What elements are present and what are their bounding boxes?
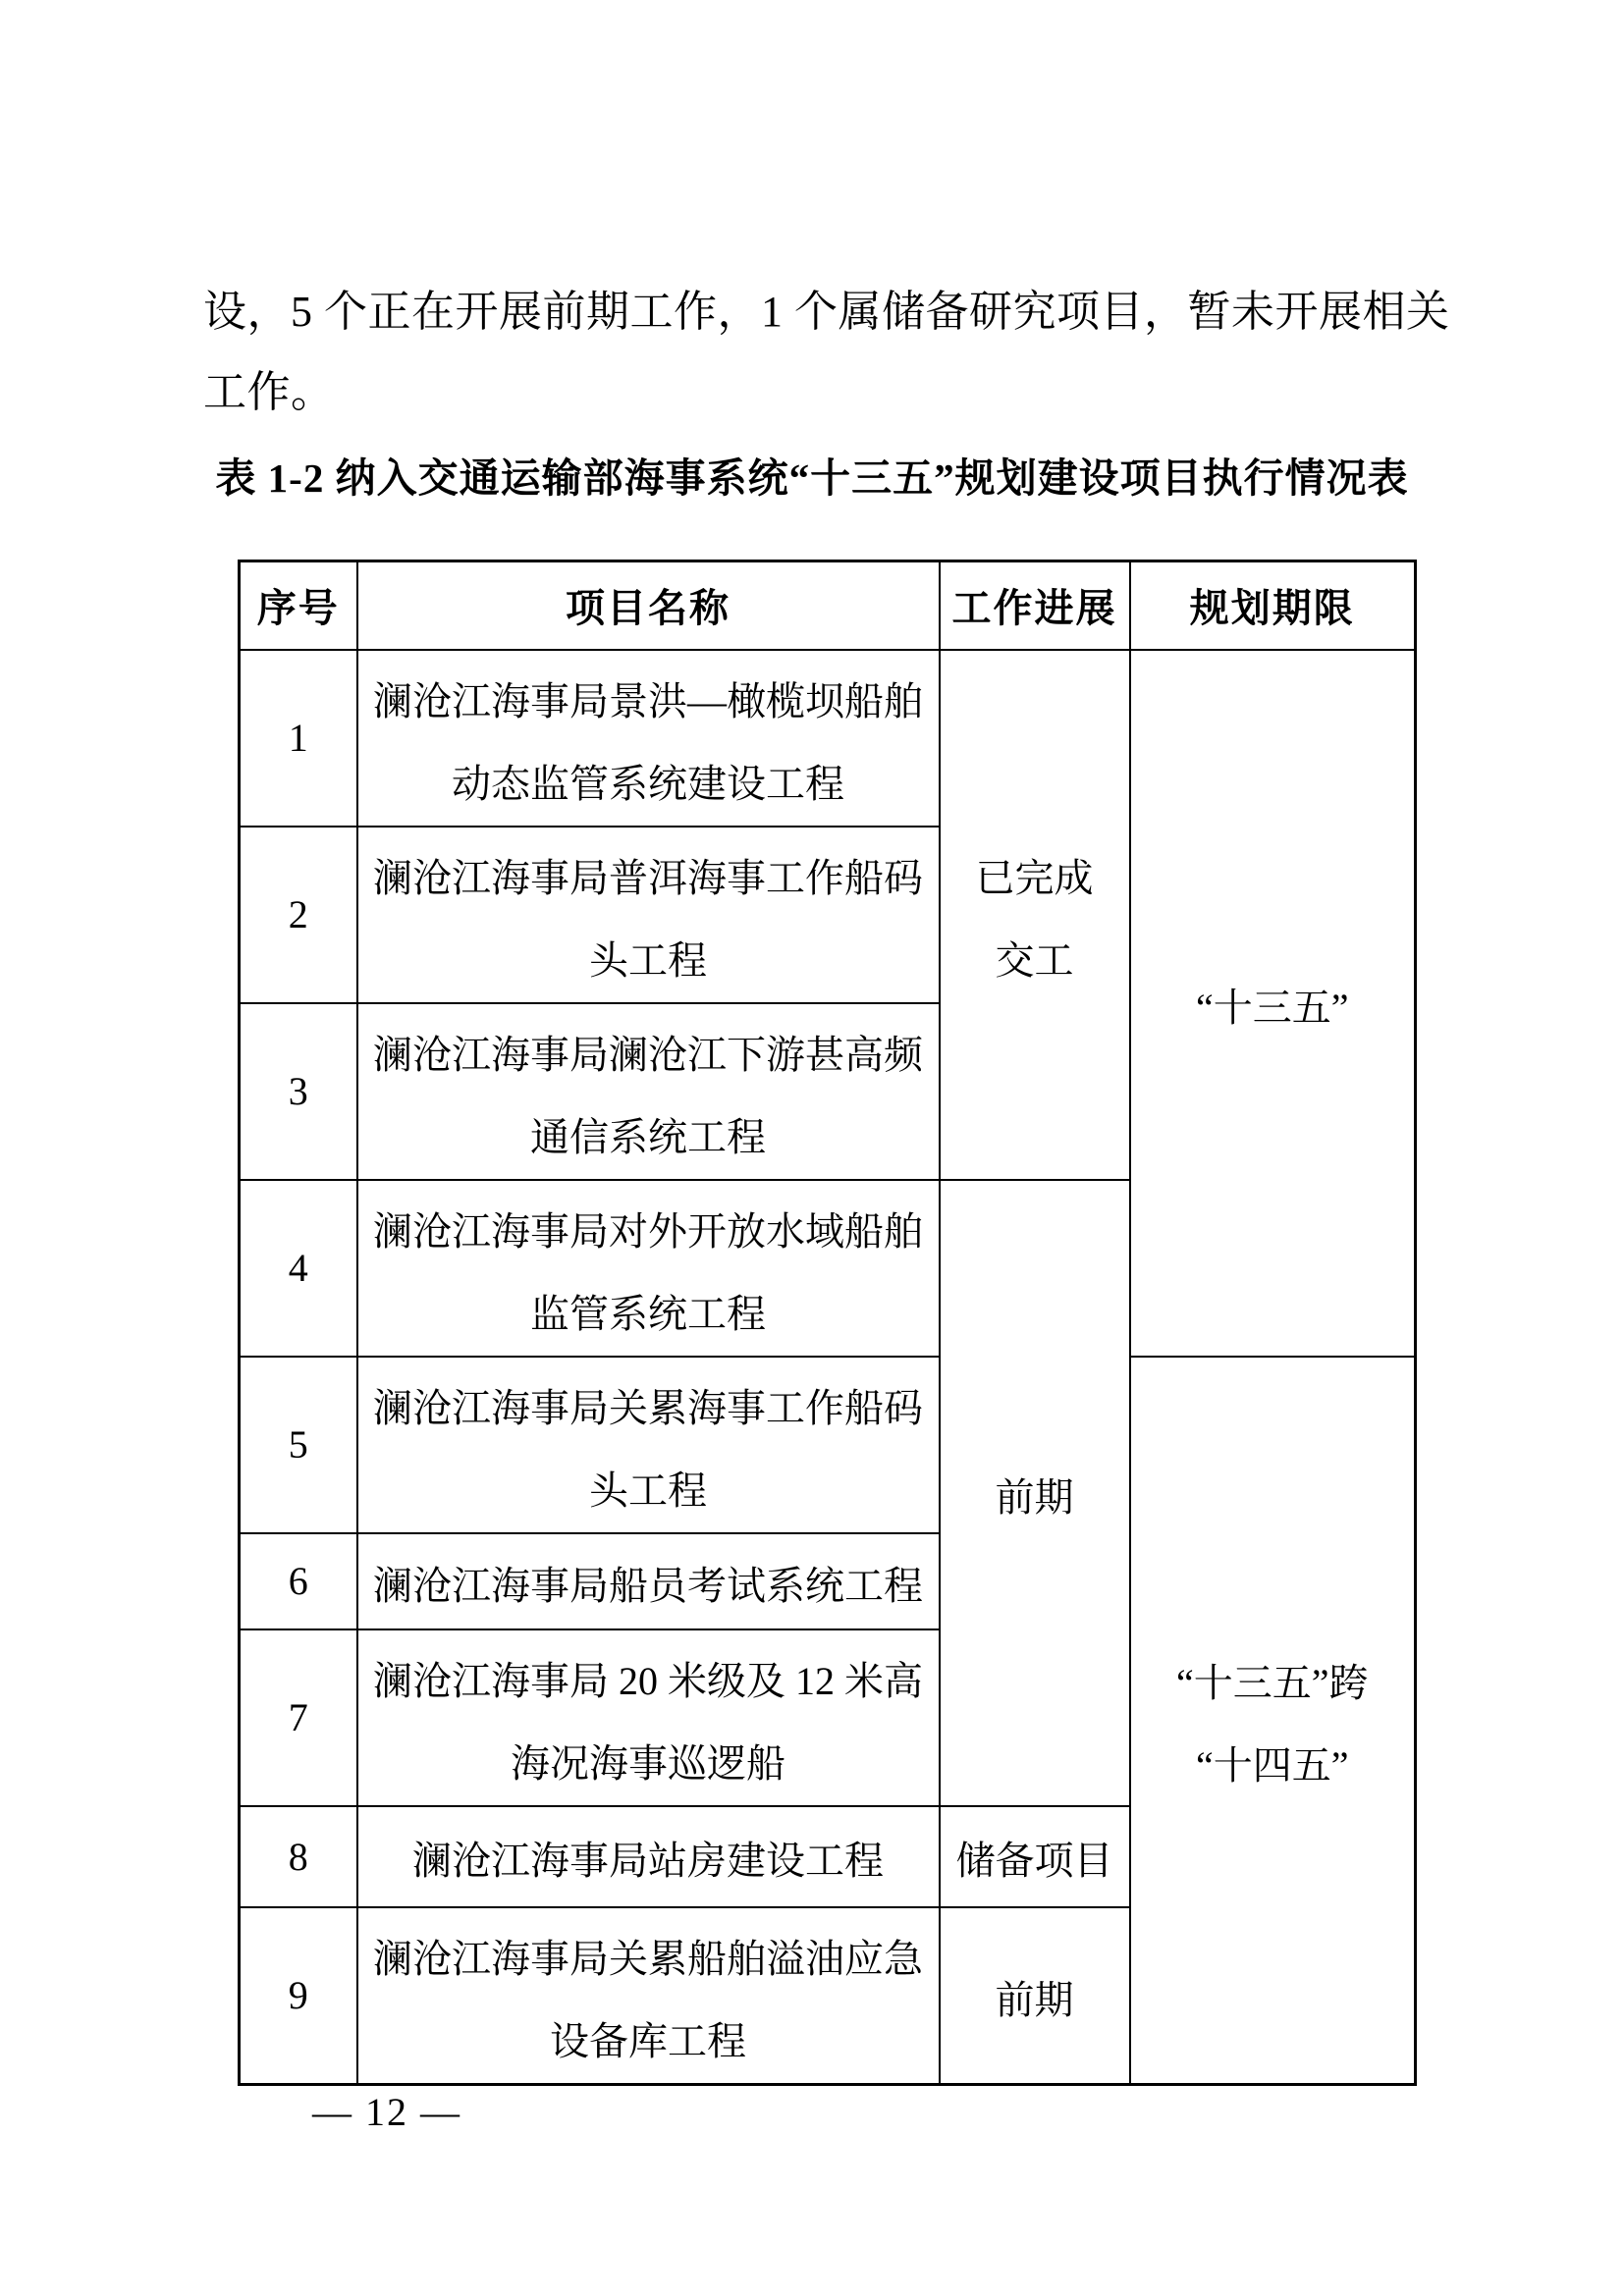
project-name-line: 设备库工程	[550, 2018, 746, 2063]
table-row	[240, 1357, 1416, 1533]
project-name-cell	[357, 1907, 940, 2085]
row-number: 1	[240, 650, 357, 827]
progress-line: 储备项目	[955, 1839, 1113, 1883]
project-name-cell	[357, 827, 940, 1003]
project-name-line: 澜沧江海事局站房建设工程	[412, 1839, 884, 1883]
project-name-line: 通信系统工程	[530, 1114, 766, 1159]
header-no: 序号	[240, 561, 357, 650]
project-name-cell	[357, 1180, 940, 1357]
project-name-line: 澜沧江海事局普洱海事工作船码	[373, 855, 923, 900]
header-progress: 工作进展	[940, 561, 1130, 650]
row-number: 7	[240, 1629, 357, 1806]
body-paragraph-line-2: 工作。	[203, 368, 335, 416]
row-number: 8	[240, 1806, 357, 1907]
period-line: “十四五”	[1195, 1743, 1349, 1788]
project-name-line: 头工程	[589, 937, 707, 983]
project-name-line: 澜沧江海事局 20 米级及 12 米高	[373, 1658, 923, 1703]
header-period: 规划期限	[1130, 561, 1416, 650]
project-name-line: 监管系统工程	[530, 1291, 766, 1336]
period-cell-cross-plan	[1130, 1357, 1416, 2085]
row-number: 6	[240, 1533, 357, 1629]
period-line: “十三五”	[1195, 985, 1349, 1030]
project-name-line: 澜沧江海事局澜沧江下游甚高频	[373, 1032, 923, 1077]
table-caption: 表 1-2 纳入交通运输部海事系统“十三五”规划建设项目执行情况表	[215, 455, 1409, 501]
row-number: 4	[240, 1180, 357, 1357]
projects-table	[238, 560, 1417, 2086]
body-paragraph-line-1: 设，5 个正在开展前期工作，1 个属储备研究项目，暂未开展相关	[203, 288, 1450, 336]
progress-line: 前期	[995, 1977, 1074, 2022]
header-project-name: 项目名称	[357, 561, 940, 650]
project-name-cell	[357, 1533, 940, 1629]
progress-cell-early-stage	[940, 1180, 1130, 1806]
project-name-line: 头工程	[589, 1468, 707, 1513]
row-number: 3	[240, 1003, 357, 1180]
project-name-cell	[357, 650, 940, 827]
progress-line: 已完成	[975, 855, 1094, 900]
project-name-cell	[357, 1806, 940, 1907]
body-paragraph	[203, 272, 1450, 433]
row-number: 5	[240, 1357, 357, 1533]
project-name-line: 澜沧江海事局船员考试系统工程	[373, 1563, 923, 1608]
project-name-line: 澜沧江海事局对外开放水域船舶	[373, 1208, 923, 1254]
row-number: 9	[240, 1907, 357, 2085]
project-name-cell	[357, 1357, 940, 1533]
progress-cell-reserve	[940, 1806, 1130, 1907]
progress-line: 前期	[995, 1474, 1074, 1520]
project-name-line: 海况海事巡逻船	[511, 1740, 785, 1786]
progress-cell-early-stage-2	[940, 1907, 1130, 2085]
progress-cell-completed	[940, 650, 1130, 1180]
project-name-line: 动态监管系统建设工程	[452, 761, 844, 806]
period-cell-13th	[1130, 650, 1416, 1357]
project-name-line: 澜沧江海事局景洪—橄榄坝船舶	[373, 678, 923, 723]
project-name-line: 澜沧江海事局关累船舶溢油应急	[373, 1936, 923, 1981]
table-header-row	[240, 561, 1416, 650]
table-row	[240, 650, 1416, 827]
row-number: 2	[240, 827, 357, 1003]
project-name-cell	[357, 1003, 940, 1180]
project-name-line: 澜沧江海事局关累海事工作船码	[373, 1385, 923, 1430]
page-number: — 12 —	[312, 2090, 461, 2134]
progress-line: 交工	[995, 937, 1074, 983]
project-name-cell	[357, 1629, 940, 1806]
period-line: “十三五”跨	[1175, 1661, 1369, 1705]
